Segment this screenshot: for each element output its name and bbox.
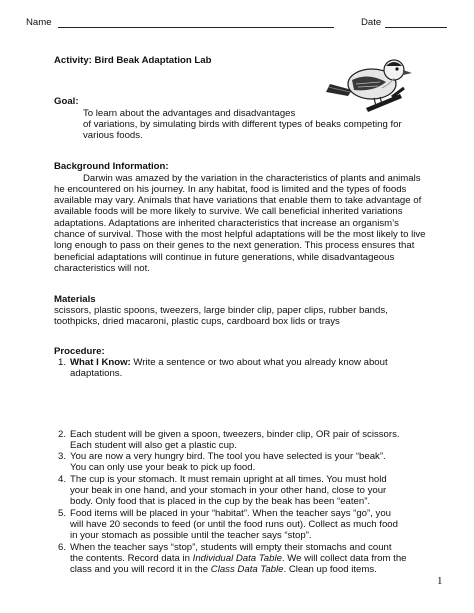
background-line-8: beneficial adaptations will continue in future generations, while disadvantageous (54, 252, 395, 263)
step-6-line-1: When the teacher says “stop”, students will empty their stomachs and count (70, 542, 392, 553)
goal-heading: Goal: (54, 96, 79, 107)
background-line-7: long enough to pass on their genes to the next generation. This process ensures that (54, 240, 415, 251)
background-line-4: available foods will be more likely to survive. We call beneficial inherited variations (54, 206, 403, 217)
step-2-line-2: Each student will also get a plastic cup. (70, 440, 237, 451)
step-3-number: 3. (58, 451, 67, 462)
step-5-line-2: will have 20 seconds to feed (or until the food runs out). Collect as much food (70, 519, 398, 530)
background-line-1: Darwin was amazed by the variation in the characteristics of plants and animals (83, 173, 421, 184)
name-blank-line (58, 27, 334, 28)
goal-line-3: various foods. (83, 130, 143, 141)
materials-line-2: toothpicks, dried macaroni, plastic cups, cardboard box lids or trays (54, 316, 340, 327)
individual-data-table-ref: Individual Data Table (192, 553, 282, 564)
step-2-number: 2. (58, 429, 67, 440)
background-line-3: available may vary. Animals that have variations that enable them to take advantage of (54, 195, 422, 206)
step-4-line-3: body. Only food that is placed in the cup by the beak has been “eaten”. (70, 496, 371, 507)
step-6-line-3 (70, 564, 377, 575)
materials-heading: Materials (54, 294, 96, 305)
step-4-line-2: your beak in one hand, and your stomach in your other hand, close to your (70, 485, 387, 496)
step-4-number: 4. (58, 474, 67, 485)
step-1-number: 1. (58, 357, 67, 368)
step-6-line-3-pre: class and you will record it in the (70, 564, 211, 575)
date-blank-line (385, 27, 447, 28)
bird-illustration (322, 44, 418, 122)
step-5-line-3: in your stomach as possible until the teacher says “stop”. (70, 530, 312, 541)
goal-line-1: To learn about the advantages and disadvantages (83, 108, 296, 119)
step-1-text: Write a sentence or two about what you already know about (130, 357, 388, 368)
name-label: Name (26, 17, 52, 28)
procedure-heading: Procedure: (54, 346, 105, 357)
background-line-5: adaptations. Adaptations are inherited characteristics that increase an organism’s (54, 218, 399, 229)
background-heading: Background Information: (54, 161, 169, 172)
background-line-6: chance of survival. Those with the most helpful adaptations will be the most likely to live (54, 229, 426, 240)
page-number: 1 (437, 575, 443, 587)
step-1-line-1 (70, 357, 388, 368)
activity-title: Activity: Bird Beak Adaptation Lab (54, 55, 212, 66)
step-5-line-1: Food items will be placed in your “habitat”. When the teacher says “go”, you (70, 508, 392, 519)
step-1-bold-label: What I Know: (70, 357, 131, 368)
background-line-9: characteristics will not. (54, 263, 150, 274)
step-6-number: 6. (58, 542, 67, 553)
materials-line-1: scissors, plastic spoons, tweezers, large binder clip, paper clips, rubber bands, (54, 305, 388, 316)
step-6-line-2-pre: the contents. Record data in (70, 553, 193, 564)
step-4-line-1: The cup is your stomach. It must remain upright at all times. You must hold (70, 474, 387, 485)
step-5-number: 5. (58, 508, 67, 519)
step-6-line-2 (70, 553, 407, 564)
step-1-line-2: adaptations. (70, 368, 123, 379)
background-line-2: he encountered on his journey. In any habitat, food is limited and the types of foods (54, 184, 407, 195)
goal-line-2: of variations, by simulating birds with different types of beaks competing for (83, 119, 402, 130)
step-6-line-2-post: . We will collect data from the (281, 553, 407, 564)
step-2-line-1: Each student will be given a spoon, tweezers, binder clip, OR pair of scissors. (70, 429, 400, 440)
step-6-line-3-post: . Clean up food items. (283, 564, 377, 575)
date-label: Date (361, 17, 382, 28)
step-3-line-1: You are now a very hungry bird. The tool you have selected is your “beak”. (70, 451, 386, 462)
step-3-line-2: You can only use your beak to pick up food. (70, 462, 256, 473)
class-data-table-ref: Class Data Table (210, 564, 284, 575)
